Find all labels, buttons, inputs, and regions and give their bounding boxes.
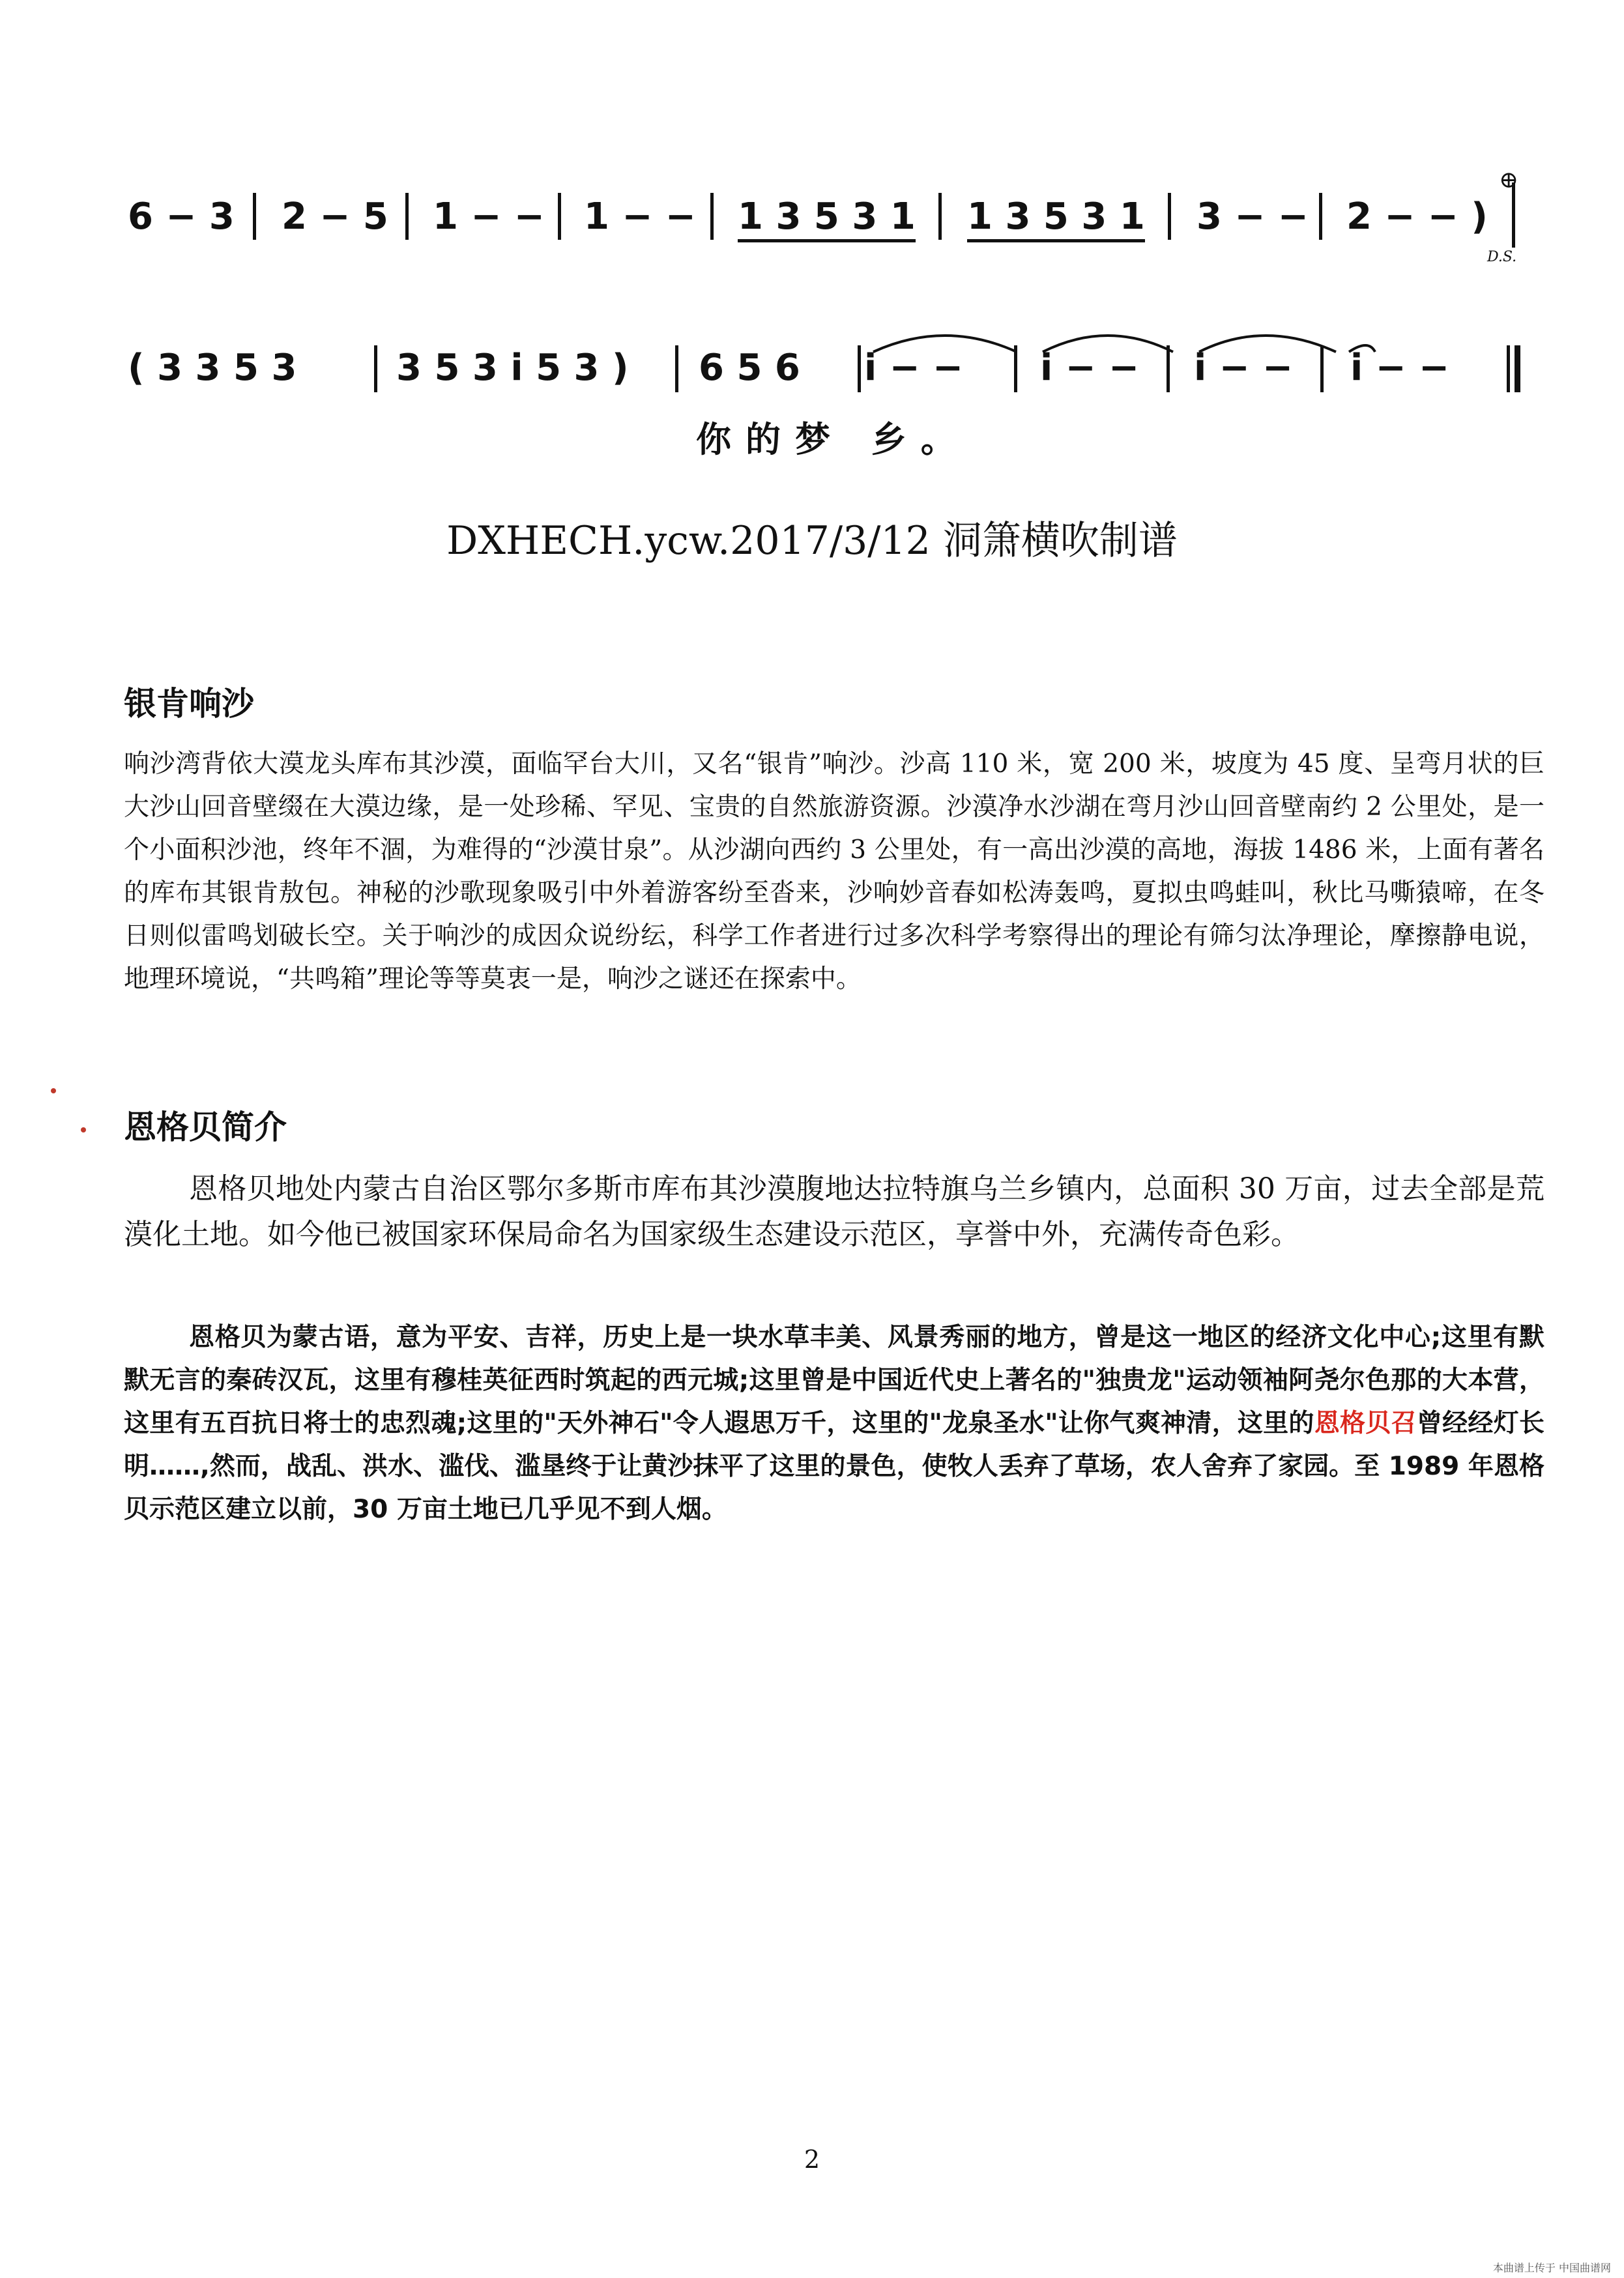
measure-12: i − − — [864, 347, 964, 389]
measure-15: i − − — [1350, 347, 1450, 389]
decorative-dot — [51, 1088, 56, 1093]
barline — [938, 193, 942, 240]
measure-11: 6 5 6 — [699, 347, 800, 389]
section-paragraph-engebei-1: 恩格贝地处内蒙古自治区鄂尔多斯市库布其沙漠腹地达拉特旗乌兰乡镇内，总面积 30 万亩，过去全部是荒漠化土地。如今他已被国家环保局命名为国家级生态建设示范区，享誉中外，充满传奇色彩。 — [124, 1172, 1544, 1251]
measure-8: 2 − − ) — [1346, 195, 1488, 238]
barline — [710, 193, 714, 240]
coda-icon: ⊕ — [1499, 167, 1519, 194]
measure-5: 1 3 5 3 1 — [738, 195, 916, 242]
ds-mark: D.S. — [1487, 249, 1517, 265]
section-paragraph-engebei-2 — [124, 1316, 1544, 1531]
barline — [253, 193, 256, 240]
transcription-credit: DXHECH.ycw.2017/3/12 洞箫横吹制谱 — [446, 518, 1178, 564]
barline — [1168, 193, 1171, 240]
measure-2: 2 − 5 — [282, 195, 388, 238]
section-paragraph-yinken: 响沙湾背依大漠龙头库布其沙漠，面临罕台大川，又名“银肯”响沙。沙高 110 米，宽 200 米，坡度为 45 度、呈弯月状的巨大沙山回音壁缀在大漠边缘，是一处珍稀、罕见、宝贵的自然旅游资源。沙漠净水沙湖在弯月沙山回音壁南约 2 公里处，是一个小面积沙池，终年不涸，为难得的“沙漠甘泉”。从沙湖向西约 3 公里处，有一高出沙漠的高地，海拔 1486 米，上面有著名的库布其银肯敖包。神秘的沙歌现象吸引中外着游客纷至沓来，沙响妙音春如松涛轰鸣，夏拟虫鸣蛙叫，秋比马嘶猿啼，在冬日则似雷鸣划破长空。关于响沙的成因众说纷纭，科学工作者进行过多次科学考察得出的理论有筛匀汰净理论，摩擦静电说，地理环境说，“共鸣箱”理论等等莫衷一是，响沙之谜还在探索中。 — [124, 749, 1544, 994]
footer-watermark: 本曲谱上传于 中国曲谱网 — [1492, 2262, 1611, 2274]
section-heading-engebei: 恩格贝简介 — [124, 1108, 287, 1146]
score-row-1 — [128, 195, 1509, 248]
measure-14: i − − — [1194, 347, 1294, 389]
measure-13: i − − — [1040, 347, 1140, 389]
paragraph-text: 恩格贝为蒙古语，意为平安、吉祥，历史上是一块水草丰美、风景秀丽的地方，曾是这一地区的经济文化中心;这里有默默无言的秦砖汉瓦，这里有穆桂英征西时筑起的西元城;这里曾是中国近代史上著名的"独贵龙"运动领袖阿尧尔色那的大本营，这里有五百抗日将士的忠烈魂;这里的"天外神石"令人遐思万千，这里的"龙泉圣水"让你气爽神清，这里的 — [124, 1323, 1544, 1438]
page-number: 2 — [804, 2145, 820, 2174]
tie-marks — [0, 319, 1624, 358]
decorative-dot — [81, 1127, 86, 1132]
paragraph-text: 曾经经灯长明……,然而，战乱、洪水、滥伐、滥垦终于让黄沙抹平了这里的景色，使牧人丢弃了草场，农人舍弃了家园。至 1989 年恩格贝示范区建立以前，30 万亩土地已几乎见不到人烟。 — [124, 1409, 1544, 1524]
lyrics-line: 你的梦 乡。 — [696, 418, 970, 460]
measure-9: ( 3 3 5 3 — [128, 347, 297, 389]
highlight-engebei-zhao: 恩格贝召 — [1314, 1409, 1417, 1438]
barline — [558, 193, 561, 240]
barline — [405, 193, 409, 240]
barline — [1319, 193, 1322, 240]
measure-1: 6 − 3 — [128, 195, 235, 238]
measure-3: 1 − − — [433, 195, 545, 238]
measure-6: 1 3 5 3 1 — [967, 195, 1145, 242]
measure-7: 3 − − — [1196, 195, 1309, 238]
measure-4: 1 − − — [584, 195, 696, 238]
measure-10: 3 5 3 i 5 3 ) — [396, 347, 629, 389]
section-heading-yinken: 银肯响沙 — [124, 685, 254, 723]
